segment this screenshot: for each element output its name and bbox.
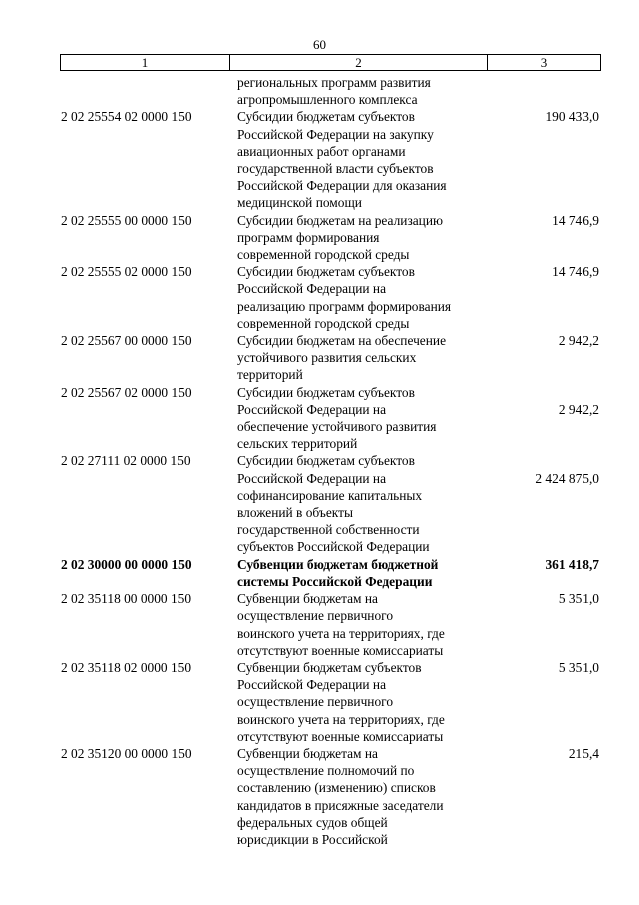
table-row	[0, 659, 639, 745]
description-line: государственной власти субъектов	[237, 161, 434, 177]
description-line: отсутствуют военные комиссариаты	[237, 728, 444, 744]
income-description	[237, 384, 497, 453]
budget-code: 2 02 25567 00 0000 150	[61, 333, 192, 349]
income-description	[237, 263, 497, 332]
amount-value: 190 433,0	[545, 109, 599, 125]
description-line: реализацию программ формирования	[237, 298, 452, 314]
description-line: авиационных работ органами	[237, 143, 406, 159]
amount-value: 5 351,0	[558, 591, 599, 607]
table-row	[0, 263, 639, 332]
budget-code: 2 02 25554 02 0000 150	[61, 109, 192, 125]
budget-code: 2 02 25555 00 0000 150	[61, 212, 192, 228]
income-description	[237, 332, 497, 384]
income-description	[237, 659, 497, 745]
amount-value: 5 351,0	[558, 659, 599, 675]
income-description	[237, 590, 497, 659]
description-line: государственной собственности	[237, 522, 420, 538]
description-line: Российской Федерации на	[237, 281, 387, 297]
budget-code: 2 02 27111 02 0000 150	[61, 453, 191, 469]
description-line: осуществление полномочий по	[237, 763, 415, 779]
description-line: Российской Федерации на закупку	[237, 126, 434, 142]
description-line: системы Российской Федерации	[237, 573, 433, 589]
description-line: отсутствуют военные комиссариаты	[237, 642, 444, 658]
table-row	[0, 556, 639, 590]
page-number: 60	[313, 37, 326, 52]
description-line: Субвенции бюджетам субъектов	[237, 659, 422, 675]
description-line: субъектов Российской Федерации	[237, 539, 430, 555]
budget-code: 2 02 30000 00 0000 150	[61, 556, 192, 572]
income-description	[237, 556, 497, 590]
description-line: Субвенции бюджетам на	[237, 745, 378, 761]
description-line: региональных программ развития	[237, 75, 431, 90]
amount-value: 14 746,9	[552, 212, 599, 228]
description-line: обеспечение устойчивого развития	[237, 419, 437, 435]
description-line: Субсидии бюджетам субъектов	[237, 453, 415, 469]
income-description	[237, 452, 497, 555]
description-line: вложений в объекты	[237, 505, 353, 521]
header-col-1: 1	[61, 55, 230, 70]
amount-value: 361 418,7	[545, 556, 599, 572]
description-line: воинского учета на территориях, где	[237, 711, 445, 727]
budget-code: 2 02 25567 02 0000 150	[61, 384, 192, 400]
income-description	[237, 108, 497, 211]
amount-value: 215,4	[568, 745, 599, 761]
description-line: программ формирования	[237, 229, 380, 245]
description-line: медицинской помощи	[237, 195, 362, 211]
header-col-2: 2	[230, 55, 488, 70]
table-row	[0, 745, 639, 848]
table-row	[0, 384, 639, 453]
amount-value: 2 942,2	[558, 333, 599, 349]
description-line: агропромышленного комплекса	[237, 92, 418, 108]
description-line: Российской Федерации на	[237, 401, 387, 417]
description-line: сельских территорий	[237, 436, 358, 452]
income-description	[237, 212, 497, 264]
header-col-3: 3	[540, 55, 548, 70]
description-line: осуществление первичного	[237, 608, 394, 624]
amount-value: 2 424 875,0	[535, 470, 599, 486]
table-row	[0, 108, 639, 211]
table-row	[0, 74, 639, 108]
income-description	[237, 745, 497, 848]
budget-code: 2 02 35118 00 0000 150	[61, 591, 192, 607]
description-line: Субсидии бюджетам субъектов	[237, 384, 415, 400]
budget-code: 2 02 35118 02 0000 150	[61, 659, 192, 675]
description-line: территорий	[237, 367, 303, 383]
description-line: Субвенции бюджетам бюджетной	[237, 556, 439, 572]
description-line: Субсидии бюджетам субъектов	[237, 264, 415, 280]
budget-code: 2 02 35120 00 0000 150	[61, 745, 192, 761]
description-line: Российской Федерации на	[237, 470, 387, 486]
description-line: Субсидии бюджетам на обеспечение	[237, 333, 447, 349]
description-line: осуществление первичного	[237, 694, 394, 710]
table-row	[0, 452, 639, 555]
description-line: современной городской среды	[237, 315, 410, 331]
description-line: современной городской среды	[237, 247, 410, 263]
description-line: кандидатов в присяжные заседатели	[237, 797, 444, 813]
description-line: устойчивого развития сельских	[237, 350, 417, 366]
income-description	[237, 74, 497, 108]
budget-code: 2 02 25555 02 0000 150	[61, 264, 192, 280]
table-body	[0, 74, 639, 848]
description-line: Российской Федерации для оказания	[237, 178, 447, 194]
table-row	[0, 590, 639, 659]
description-line: Субсидии бюджетам на реализацию	[237, 212, 444, 228]
table-row	[0, 212, 639, 264]
description-line: составлению (изменению) списков	[237, 780, 436, 796]
description-line: воинского учета на территориях, где	[237, 625, 445, 641]
description-line: Российской Федерации на	[237, 677, 387, 693]
description-line: софинансирование капитальных	[237, 487, 423, 503]
amount-value: 2 942,2	[558, 401, 599, 417]
description-line: юрисдикции в Российской	[237, 831, 388, 847]
table-row	[0, 332, 639, 384]
amount-value: 14 746,9	[552, 264, 599, 280]
description-line: Субсидии бюджетам субъектов	[237, 109, 415, 125]
table-header	[60, 54, 601, 71]
description-line: федеральных судов общей	[237, 814, 388, 830]
description-line: Субвенции бюджетам на	[237, 591, 378, 607]
